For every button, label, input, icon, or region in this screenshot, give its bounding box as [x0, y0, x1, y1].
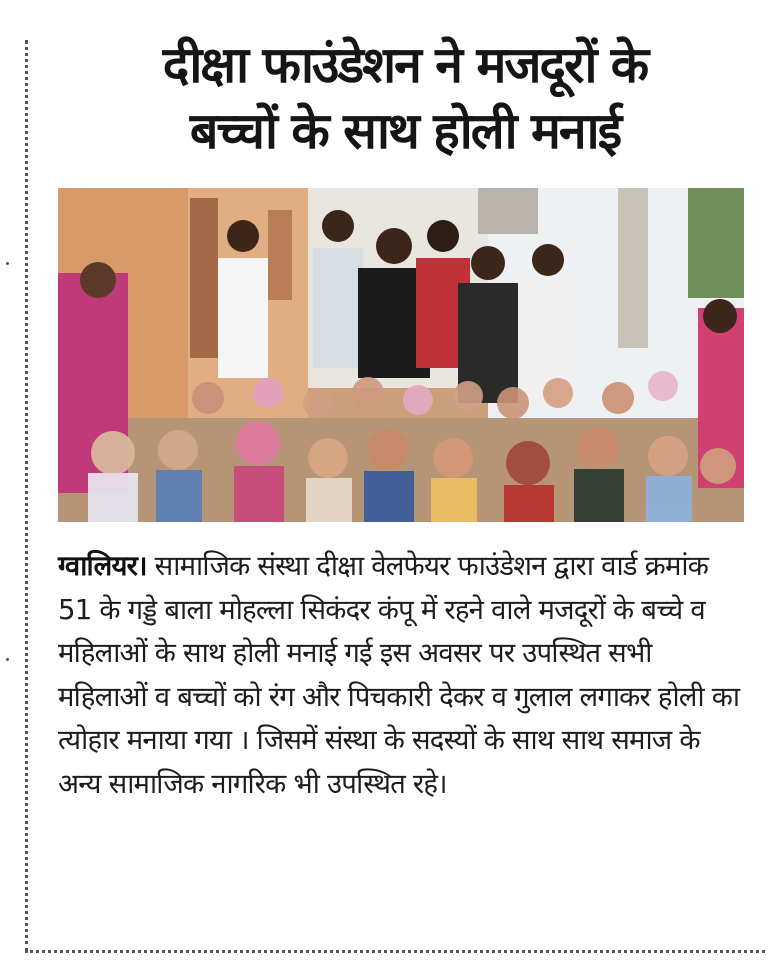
dateline: ग्वालियर। [58, 550, 147, 582]
headline [60, 32, 750, 164]
column-divider [25, 40, 28, 952]
group-photo-icon [58, 188, 744, 522]
margin-dot [6, 262, 9, 265]
article-body [58, 545, 748, 806]
article-text: सामाजिक संस्था दीक्षा वेलफेयर फाउंडेशन द्वारा वार्ड क्रमांक 51 के गड्डे बाला मोहल्ला सिकंदर कंपू में रहने वाले मजदूरों के बच्चे व महिलाओं के साथ होली मनाई गई इस अवसर पर उपस्थित सभी महिलाओं व बच्चों को रंग और पिचकारी देकर व गुलाल लगाकर होली का त्योहार मनाया गया । जिसमें संस्था के सदस्यों के साथ साथ समाज के अन्य सामाजिक नागरिक भी उपस्थित रहे। [58, 550, 740, 800]
margin-dot [6, 658, 9, 661]
headline-line-1: दीक्षा फाउंडेशन ने मजदूरों के [162, 36, 648, 94]
headline-line-2: बच्चों के साथ होली मनाई [189, 102, 621, 160]
bottom-divider [25, 950, 765, 953]
news-photo [58, 188, 744, 522]
